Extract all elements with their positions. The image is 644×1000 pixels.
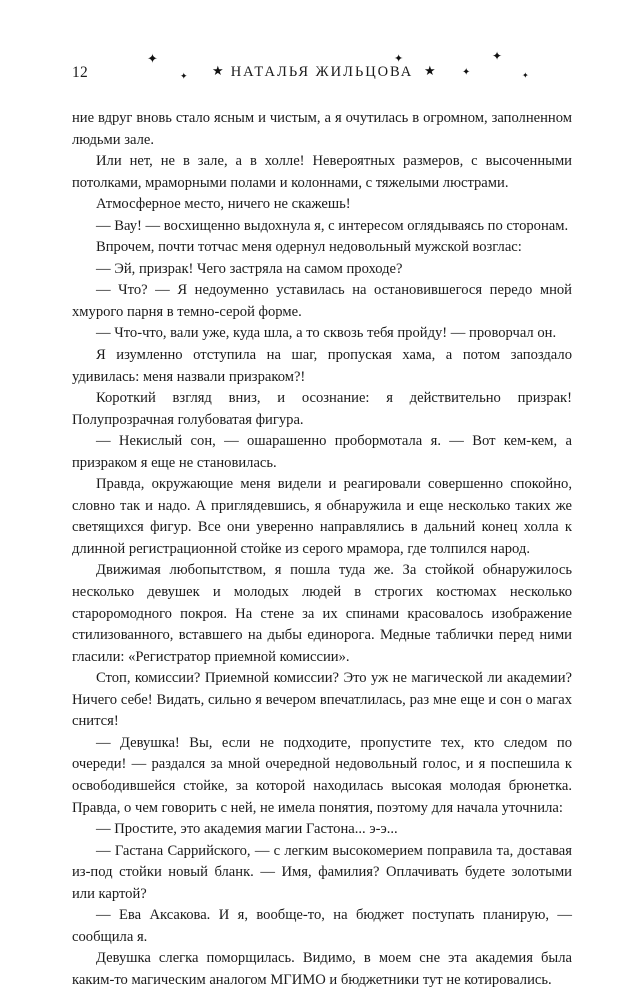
- paragraph: Или нет, не в зале, а в холле! Невероятных размеров, с высоченными потолками, мраморными полами и колоннами, с тяжелыми люстрами.: [72, 153, 572, 191]
- page-number: 12: [72, 64, 89, 81]
- paragraph: ние вдруг вновь стало ясным и чистым, а я очутилась в огромном, заполненном людьми зале.: [72, 110, 572, 148]
- paragraph: — Что? — Я недоуменно уставилась на остановившегося передо мной хмурого парня в темно-серой форме.: [72, 282, 572, 320]
- paragraph: — Что-что, вали уже, куда шла, а то сквозь тебя пройду! — проворчал он.: [96, 325, 557, 342]
- running-head: [72, 49, 572, 92]
- paragraph: Впрочем, почти тотчас меня одернул недовольный мужской возглас:: [96, 239, 522, 256]
- sparkle-icon: ✦: [462, 67, 471, 78]
- paragraph: — Девушка! Вы, если не подходите, пропустите тех, кто следом по очереди! — раздался за мной очередной недовольный голос, и я поспешила к освободившейся стойке, за которой находилась высокая молодая брюнетка. Правда, о чем говорить с ней, не имела понятия, поэтому для начала уточнила:: [72, 734, 572, 816]
- sparkle-icon: ✦: [180, 71, 188, 81]
- sparkle-icon: ✦: [492, 49, 503, 63]
- star-icon: ★: [212, 63, 224, 78]
- star-icon: ★: [424, 63, 436, 78]
- author-name: НАТАЛЬЯ ЖИЛЬЦОВА: [230, 64, 414, 80]
- sparkle-icon: ✦: [394, 53, 404, 65]
- paragraph: Атмосферное место, ничего не скажешь!: [96, 196, 351, 213]
- paragraph: Короткий взгляд вниз, и осознание: я действительно призрак! Полупрозрачная голубоватая фигура.: [72, 390, 572, 428]
- paragraph: Девушка слегка поморщилась. Видимо, в моем сне эта академия была каким-то магическим аналогом МГИМО и бюджетники тут не котировались.: [72, 950, 572, 988]
- paragraph: — Некислый сон, — ошарашенно пробормотала я. — Вот кем-кем, а призраком я еще не становилась.: [72, 433, 572, 471]
- sparkle-icon: ✦: [522, 71, 529, 80]
- paragraph: — Эй, призрак! Чего застряла на самом проходе?: [96, 260, 403, 277]
- paragraph: Я изумленно отступила на шаг, пропуская хама, а потом запоздало удивилась: меня назвали призраком?!: [72, 347, 572, 385]
- paragraph: Правда, окружающие меня видели и реагировали совершенно спокойно, словно так и надо. А приглядевшись, я обнаружила и еще несколько таких же светящихся фигур. Все они уверенно направлялись в дальний конец холла к длинной регистрационной стойке из серого мрамора, где толпился народ.: [72, 476, 572, 557]
- sparkle-icon: ✦: [147, 51, 158, 66]
- paragraph: — Ева Аксакова. И я, вообще-то, на бюджет поступать планирую, — сообщила я.: [72, 907, 572, 945]
- paragraph: — Простите, это академия магии Гастона... э-э...: [96, 821, 398, 838]
- page-body: [72, 108, 572, 991]
- paragraph: — Гастана Саррийского, — с легким высокомерием поправила та, доставая из-под стойки новый бланк. — Имя, фамилия? Оплачивать будете золотыми или картой?: [72, 842, 572, 902]
- paragraph: Движимая любопытством, я пошла туда же. За стойкой обнаружилось несколько девушек и молодых людей в строгих костюмах несколько староромодного покроя. На стене за их спинами красовалось изображение стилизованного, вставшего на дыбы единорога. Медные таблички перед ними гласили: «Регистратор приемной комиссии».: [72, 562, 572, 665]
- paragraph: — Вау! — восхищенно выдохнула я, с интересом оглядываясь по сторонам.: [96, 217, 569, 234]
- paragraph: Стоп, комиссии? Приемной комиссии? Это уж не магической ли академии? Ничего себе! Видать, сильно я вечером впечатлилась, раз мне еще и сон о магах снится!: [72, 670, 572, 730]
